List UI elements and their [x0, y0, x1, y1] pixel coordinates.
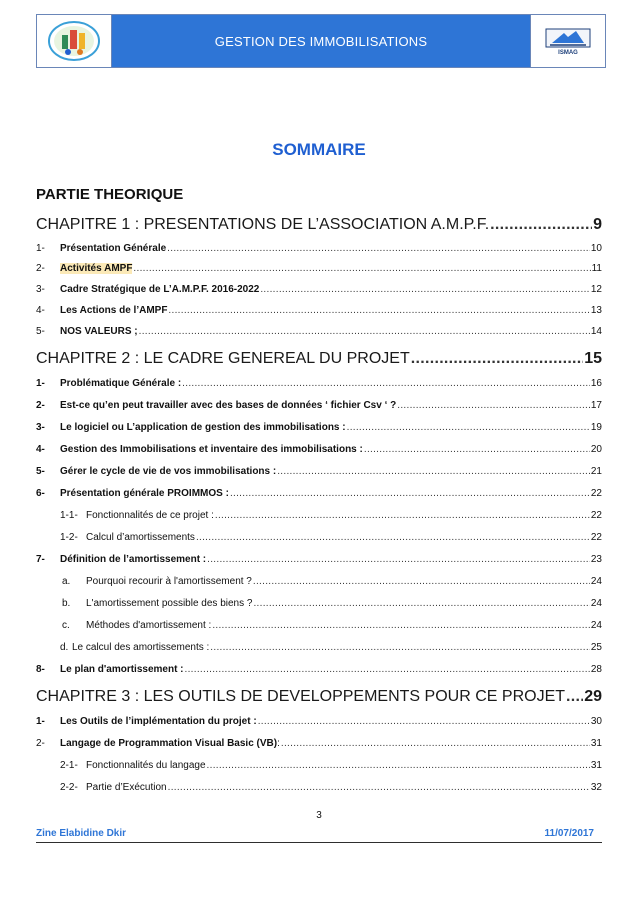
toc-entry-text: Calcul d’amortissements — [86, 532, 195, 543]
header-title: GESTION DES IMMOBILISATIONS — [112, 15, 530, 67]
dot-leader — [207, 760, 590, 771]
dot-leader — [566, 688, 583, 706]
toc-entry-text: Le calcul des amortissements : — [72, 642, 210, 653]
toc-entry-text: CHAPITRE 2 : LE CADRE GENEREAL DU PROJET — [36, 350, 410, 367]
toc-entry-page: 24 — [590, 576, 602, 587]
toc-entry[interactable] — [36, 738, 602, 749]
toc-entry-text: Fonctionnalités du langage — [86, 760, 206, 771]
toc-entry-page: 19 — [590, 422, 602, 433]
toc-entry-number: 1- — [36, 716, 45, 727]
toc-subentry[interactable] — [36, 510, 602, 521]
toc-entry[interactable] — [36, 243, 602, 254]
toc-entry-number: 2-2- — [60, 782, 78, 793]
ampf-logo-icon — [46, 19, 102, 63]
toc-entry[interactable] — [36, 554, 602, 565]
toc-entry-number: 3- — [36, 284, 45, 295]
dot-leader — [212, 620, 590, 631]
toc-entry[interactable] — [36, 664, 602, 675]
toc-chapter-3[interactable] — [36, 688, 602, 706]
toc-entry-text: Gestion des Immobilisations et inventaire des immobilisations : — [60, 444, 363, 455]
toc-entry-page: 24 — [590, 598, 602, 609]
dot-leader — [364, 444, 590, 455]
toc-entry[interactable] — [36, 378, 602, 389]
toc-entry-text: Les Actions de l’AMPF — [60, 305, 168, 316]
dot-leader — [168, 782, 590, 793]
toc-chapter-2[interactable] — [36, 350, 602, 368]
toc-entry-text: Gérer le cycle de vie de vos immobilisations : — [60, 466, 277, 477]
page-number: 3 — [316, 810, 322, 821]
toc-entry-page: 21 — [590, 466, 602, 477]
toc-entry-text: NOS VALEURS ; — [60, 326, 138, 337]
dot-leader — [167, 243, 590, 254]
toc-entry-number: 1-1- — [60, 510, 78, 521]
toc-entry-page: 31 — [590, 760, 602, 771]
footer-divider — [36, 842, 602, 843]
footer-date: 11/07/2017 — [544, 828, 594, 839]
toc-entry-number: 2- — [36, 400, 45, 411]
toc-entry-page: 13 — [590, 305, 602, 316]
toc-entry-page: 10 — [590, 243, 602, 254]
toc-entry-number: 1-2- — [60, 532, 78, 543]
toc-entry-page: 14 — [590, 326, 602, 337]
toc-entry-text: Le logiciel ou L’application de gestion des immobilisations : — [60, 422, 346, 433]
toc-entry-text: Pourquoi recourir à l'amortissement ? — [86, 576, 252, 587]
toc-entry-text: Les Outils de l’implémentation du projet : — [60, 716, 257, 727]
ismag-logo-icon — [544, 27, 592, 49]
toc-entry-page: 17 — [590, 400, 602, 411]
footer-author: Zine Elabidine Dkir — [36, 828, 127, 839]
toc-entry-number: 2-1- — [60, 760, 78, 771]
toc-entry-text: Présentation générale PROIMMOS : — [60, 488, 229, 499]
toc-entry-number: 2- — [36, 738, 45, 749]
toc-entry-page: 28 — [590, 664, 602, 675]
toc-entry[interactable] — [36, 263, 602, 274]
toc-entry-page: 30 — [590, 716, 602, 727]
toc-entry-page: 9 — [593, 216, 602, 233]
toc-subentry[interactable] — [36, 532, 602, 543]
toc-entry-text: Fonctionnalités de ce projet : — [86, 510, 214, 521]
toc-subentry[interactable] — [36, 642, 602, 653]
dot-leader — [139, 326, 590, 337]
toc-subentry[interactable] — [36, 782, 602, 793]
toc-entry-number: 4- — [36, 444, 45, 455]
toc-entry-text: Partie d’Exécution — [86, 782, 167, 793]
toc-entry-page: 20 — [590, 444, 602, 455]
toc-entry-text: Activités AMPF — [60, 263, 133, 274]
toc-entry[interactable] — [36, 284, 602, 295]
dot-leader — [347, 422, 590, 433]
toc-entry-page: 16 — [590, 378, 602, 389]
dot-leader — [260, 284, 590, 295]
dot-leader — [253, 598, 589, 609]
toc-entry-text: Langage de Programmation Visual Basic (VB) — [60, 738, 278, 749]
toc-entry-text: CHAPITRE 1 : PRESENTATIONS DE L’ASSOCIATION A.M.P.F. — [36, 216, 490, 233]
toc-subentry[interactable] — [36, 598, 602, 609]
toc-entry-text: Problématique Générale : — [60, 378, 182, 389]
dot-leader — [258, 716, 590, 727]
toc-entry-page: 24 — [590, 620, 602, 631]
dot-leader — [210, 642, 590, 653]
toc-entry-number: 1- — [36, 378, 45, 389]
toc-entry-text: Le plan d'amortissement : — [60, 664, 184, 675]
dot-leader — [490, 216, 592, 234]
dot-leader — [207, 554, 590, 565]
toc-entry-page: 29 — [584, 688, 602, 705]
partie-heading: PARTIE THEORIQUE — [36, 186, 184, 203]
toc-entry-number: b. — [62, 598, 71, 609]
toc-subentry[interactable] — [36, 760, 602, 771]
toc-entry-number: 8- — [36, 664, 45, 675]
toc-entry-page: 12 — [590, 284, 602, 295]
toc-entry-page: 22 — [590, 532, 602, 543]
toc-entry-text: CHAPITRE 3 : LES OUTILS DE DEVELOPPEMENTS POUR CE PROJET — [36, 688, 566, 705]
toc-entry-page: 15 — [584, 350, 602, 367]
page-header — [36, 14, 606, 68]
dot-leader — [253, 576, 590, 587]
toc-entry[interactable] — [36, 466, 602, 477]
toc-chapter-1[interactable] — [36, 216, 602, 234]
toc-entry[interactable] — [36, 488, 602, 499]
toc-entry-number: 6- — [36, 488, 45, 499]
toc-entry-number: 2- — [36, 263, 45, 274]
toc-entry-text: Définition de l’amortissement : — [60, 554, 207, 565]
dot-leader — [277, 466, 590, 477]
toc-entry-text: L'amortissement possible des biens ? — [86, 598, 253, 609]
toc-entry-text: Présentation Générale — [60, 243, 167, 254]
toc-entry-text: Est-ce qu’en peut travailler avec des bases de données ‘ fichier Csv ‘ ? — [60, 400, 397, 411]
toc-entry-number: d. — [60, 642, 69, 653]
toc-entry[interactable] — [36, 326, 602, 337]
toc-entry-page: 23 — [590, 554, 602, 565]
toc-entry-page: 32 — [590, 782, 602, 793]
dot-leader — [281, 738, 590, 749]
toc-entry[interactable] — [36, 400, 602, 411]
dot-leader — [215, 510, 590, 521]
toc-entry[interactable] — [36, 444, 602, 455]
sommaire-heading: SOMMAIRE — [272, 140, 366, 159]
toc-entry-text: Cadre Stratégique de L’A.M.P.F. 2016-2022 — [60, 284, 260, 295]
toc-entry-number: a. — [62, 576, 71, 587]
toc-entry-number: 5- — [36, 326, 45, 337]
dot-leader — [196, 532, 590, 543]
ampf-logo — [37, 15, 112, 67]
toc-entry-page: 25 — [590, 642, 602, 653]
dot-leader — [168, 305, 589, 316]
toc-entry-number: 4- — [36, 305, 45, 316]
toc-entry-number: 5- — [36, 466, 45, 477]
dot-leader — [411, 350, 583, 368]
dot-leader — [230, 488, 590, 499]
toc-subentry[interactable] — [36, 620, 602, 631]
toc-entry[interactable] — [36, 305, 602, 316]
dot-leader — [185, 664, 590, 675]
ismag-logo — [530, 15, 605, 67]
toc-subentry[interactable] — [36, 576, 602, 587]
toc-entry-number: 3- — [36, 422, 45, 433]
toc-entry-number: 1- — [36, 243, 45, 254]
dot-leader — [133, 263, 590, 274]
dot-leader — [397, 400, 590, 411]
toc-entry[interactable] — [36, 422, 602, 433]
toc-entry-page: 11 — [591, 263, 602, 274]
toc-entry-page: 31 — [590, 738, 602, 749]
toc-entry-text: Méthodes d'amortissement : — [86, 620, 212, 631]
toc-entry-number: c. — [62, 620, 70, 631]
toc-entry-number: 7- — [36, 554, 45, 565]
toc-entry[interactable] — [36, 716, 602, 727]
toc-entry-page: 22 — [590, 510, 602, 521]
dot-leader — [182, 378, 590, 389]
ismag-logo-text: ISMAG — [558, 49, 578, 56]
toc-entry-suffix: : — [277, 738, 280, 749]
toc-entry-page: 22 — [590, 488, 602, 499]
